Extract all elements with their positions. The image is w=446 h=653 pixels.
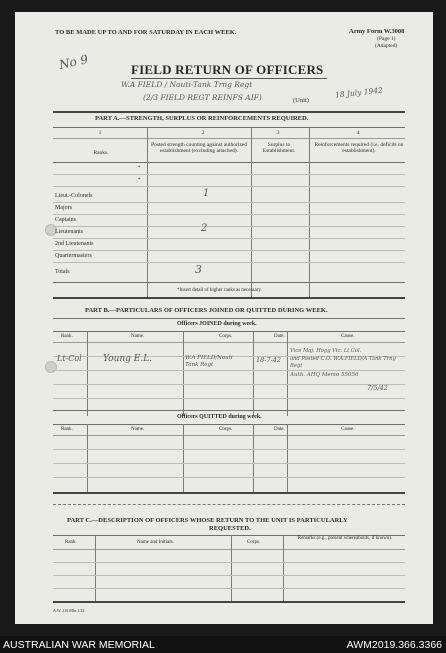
joined-cause-line3: Auth. AHQ Memo 55056 [290, 372, 359, 378]
hand-date: 18 July 1942 [334, 85, 384, 100]
col-num-1: 1 [98, 130, 102, 136]
quitted-col-cause: Cause. [341, 427, 355, 432]
joined-corps: W.A FIELD/Nauti Tank Regt [185, 355, 233, 368]
totals-label: Totals [55, 269, 70, 275]
col-header-reinforcements: Reinforcements required (i.e. deficits on establishment). [314, 142, 404, 154]
footer-accession: AWM2019.366.3366 [346, 639, 442, 651]
footer-source: AUSTRALIAN WAR MEMORIAL [3, 639, 155, 651]
star-marker: * [138, 166, 141, 171]
punch-hole [45, 361, 57, 373]
col-header-ranks: Ranks. [93, 150, 109, 156]
col-header-posted: Posted strength counting against authorized establishment (excluding attached). [151, 142, 247, 154]
col-header-surplus: Surplus to Establishment. [262, 142, 296, 154]
rank-captains: Captains [55, 217, 76, 223]
joined-title: Officers JOINED during week. [177, 321, 257, 327]
hand-unit-line1: W.A FIELD / Nauti-Tank Trng Regt [121, 80, 253, 89]
rank-quartermasters: Quartermasters [55, 253, 92, 259]
rank-lieutenants: Lieutenants [55, 229, 83, 235]
joined-col-name: Name. [131, 334, 145, 339]
footnote: *Insert detail of higher ranks as necessary. [177, 288, 262, 293]
rank-lieut-colonels: Lieut.-Colonels [55, 193, 93, 199]
joined-cause-line1: Vice Maj. Hogg Vic. Lt Col. [290, 348, 362, 354]
page-label: (Page 1) [377, 36, 396, 42]
top-note: TO BE MADE UP TO AND FOR SATURDAY IN EACH WEEK. [55, 29, 237, 36]
hand-posted-lieut-colonels: 1 [203, 188, 210, 199]
part-c-heading-1: PART C.—DESCRIPTION OF OFFICERS WHOSE RETURN TO THE UNIT IS PARTICULARLY [67, 517, 348, 524]
quitted-title: Officers QUITTED during week. [177, 414, 262, 420]
unit-label: (Unit) [293, 97, 309, 104]
star-marker: * [138, 178, 141, 183]
form-number: Army Form W.3008 [349, 28, 405, 35]
hand-unit-line2: (2/3 FIELD REGT REINFS AIF) [143, 93, 262, 102]
partc-col-corps: Corps. [247, 540, 261, 545]
part-a-heading: PART A.—STRENGTH, SURPLUS OR REINFORCEMENTS REQUIRED. [95, 115, 309, 122]
quitted-col-date: Date. [274, 427, 285, 432]
joined-col-cause: Cause. [341, 334, 355, 339]
print-code: A.W. 216 Mhs 1/42 [53, 608, 85, 613]
part-c-heading-2: REQUESTED. [209, 525, 251, 532]
quitted-col-rank: Rank. [61, 427, 73, 432]
joined-col-corps: Corps. [219, 334, 233, 339]
part-b-heading: PART B.—PARTICULARS OF OFFICERS JOINED OR QUITTED DURING WEEK. [85, 307, 328, 314]
joined-name: Young E.L. [103, 354, 153, 364]
archive-footer [0, 636, 446, 653]
col-num-2: 2 [201, 130, 205, 136]
joined-col-date: Date. [274, 334, 285, 339]
joined-cause-line4: 7/5/42 [367, 384, 388, 392]
joined-cause-line2: and Posted C.O. W.A.FIELD/A Tank Trng Regt [290, 356, 396, 369]
joined-rank: Lt-Col [57, 354, 82, 363]
joined-col-rank: Rank. [61, 334, 73, 339]
adapted-label: (Adapted) [375, 43, 398, 49]
quitted-col-name: Name. [131, 427, 145, 432]
hand-posted-lieutenants: 2 [201, 223, 208, 234]
partc-col-remarks: Remarks (e.g., present whereabouts, if known). [297, 536, 393, 541]
form-title: FIELD RETURN OF OFFICERS [131, 62, 324, 77]
form-sheet [15, 12, 433, 624]
joined-date: 18-7-42 [256, 356, 282, 364]
partc-col-name: Name and Initials. [137, 540, 174, 545]
col-num-3: 3 [276, 130, 280, 136]
hand-total: 3 [195, 263, 202, 276]
partc-col-rank: Rank. [65, 540, 77, 545]
hand-number: No 9 [57, 52, 90, 72]
quitted-col-corps: Corps. [219, 427, 233, 432]
col-num-4: 4 [356, 130, 360, 136]
rank-majors: Majors [55, 205, 72, 211]
rank-2nd-lieutenants: 2nd Lieutenants [55, 241, 94, 247]
